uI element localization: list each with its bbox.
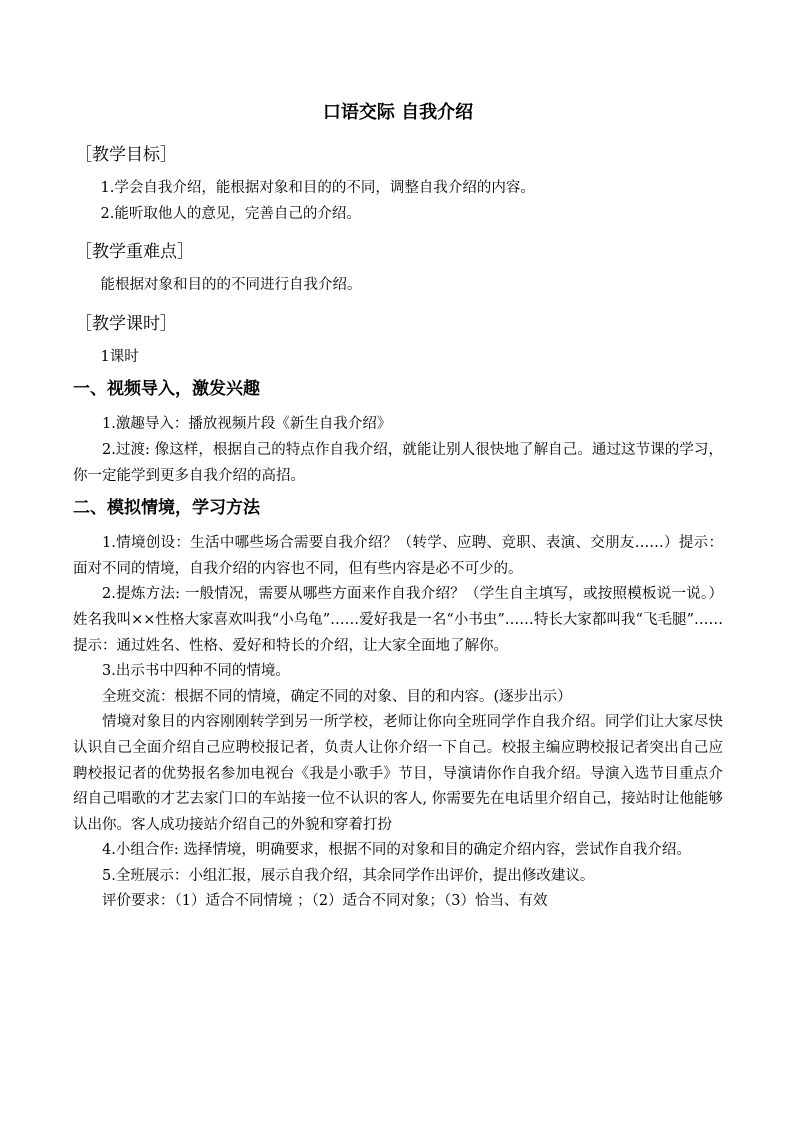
document-title: 口语交际 自我介绍 (322, 102, 474, 123)
part2-paragraph-6: 4.小组合作: 选择情境，明确要求，根据不同的对象和目的确定介绍内容，尝试作自我介绍。 (102, 842, 691, 859)
goal-item-2: 2.能听取他人的意见，完善自己的介绍。 (100, 205, 361, 222)
heading-class-hours: ［教学课时］ (75, 313, 177, 334)
part2-paragraph-3: 3.出示书中四种不同的情境。 (102, 663, 290, 680)
heading-key-points: ［教学重难点］ (75, 242, 194, 263)
goal-item-1: 1.学会自我介绍，能根据对象和目的的不同，调整自我介绍的内容。 (100, 180, 535, 196)
part2-paragraph-4: 全班交流：根据不同的情境，确定不同的对象、目的和内容。(逐步出示） (102, 688, 572, 705)
part2-paragraph-2: 2.提炼方法: 一般情况，需要从哪些方面来作自我介绍？（学生自主填写，或按照模板说一说。）姓名我叫××性格大家喜欢叫我“小乌龟”……爱好我是一名“小书虫”……特长大家都叫我“飞毛腿”……提示：通过姓名、性格、爱好和特长的介绍，让大家全面地了解你。 (73, 586, 723, 654)
document-page (73, 100, 723, 915)
part1-paragraph-2: 2.过渡: 像这样，根据自己的特点作自我介绍，就能让别人很快地了解自己。通过这节课的学习，你一定能学到更多自我介绍的高招。 (73, 441, 723, 484)
part2-paragraph-1: 1.情境创设：生活中哪些场合需要自我介绍？（转学、应聘、竞职、表演、交朋友……）提示：面对不同的情境，自我介绍的内容也不同，但有些内容是必不可少的。 (73, 535, 723, 577)
heading-part-2: 二、模拟情境，学习方法 (73, 498, 260, 519)
part1-paragraph-1: 1.激趣导入：播放视频片段《新生自我介绍》 (102, 416, 392, 433)
key-points-text: 能根据对象和目的的不同进行自我介绍。 (100, 277, 362, 294)
part2-paragraph-8: 评价要求：（1）适合不同情境 ；（2）适合不同对象；（3）恰当、有效 (102, 893, 548, 910)
part2-paragraph-7: 5.全班展示：小组汇报，展示自我介绍，其余同学作出评价，提出修改建议。 (102, 867, 595, 884)
heading-teaching-goals: ［教学目标］ (75, 145, 177, 165)
part2-paragraph-5: 情境对象目的内容刚刚转学到另一所学校，老师让你向全班同学作自我介绍。同学们让大家尽快认识自己全面介绍自己应聘校报记者，负责人让你介绍一下自己。校报主编应聘校报记者突出自己应聘校报记者的优势报名参加电视台《我是小歌手》节目，导演请你作自我介绍。导演入选节目重点介绍自己唱歌的才艺去家门口的车站接一位不认识的客人, 你需要先在电话里介绍自己，接站时让他能够认出你。客人成功接站介绍自己的外貌和穿着打扮 (73, 714, 723, 833)
class-hours-text: 1课时 (100, 348, 139, 365)
heading-part-1: 一、视频导入，激发兴趣 (73, 379, 260, 400)
